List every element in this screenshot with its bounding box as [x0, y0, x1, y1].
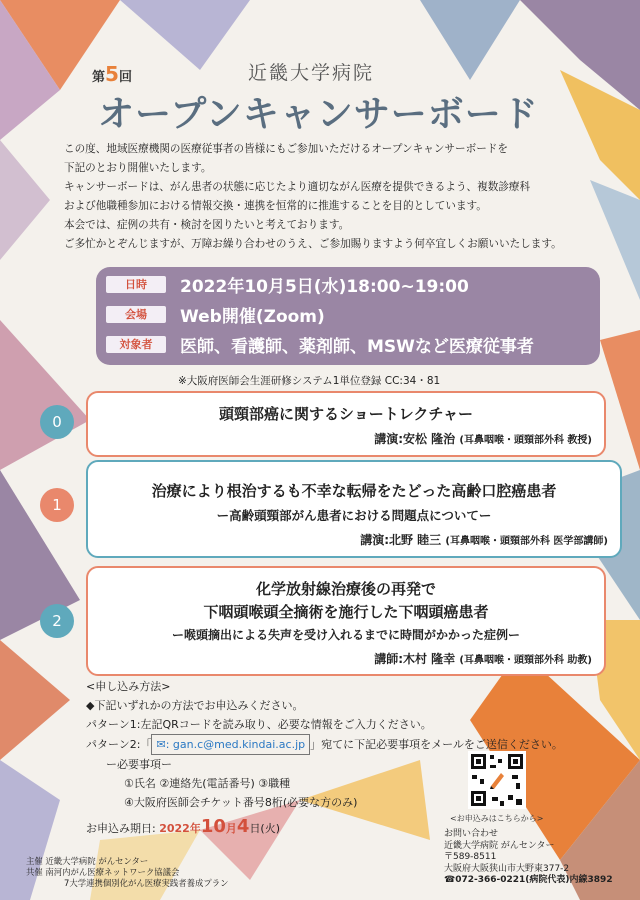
lecture-number-badge: 0	[40, 405, 74, 439]
qr-code[interactable]	[468, 751, 526, 809]
info-tag-audience: 対象者	[106, 336, 166, 353]
intro-text	[64, 140, 604, 254]
info-value-datetime: 2022年10月5日(水)18:00~19:00	[180, 277, 469, 297]
lecture-speaker: 講演:安松 隆治 (耳鼻咽喉・頭頸部外科 教授)	[374, 432, 592, 446]
info-tag-venue: 会場	[106, 306, 166, 323]
apply-line: ◆下記いずれかの方法でお申込みください。	[86, 699, 304, 712]
contact-org: 近畿大学病院 がんセンター	[444, 840, 555, 851]
intro-line: この度、地域医療機関の医療従事者の皆様にもご参加いただけるオープンキャンサーボードを	[64, 143, 508, 155]
lecture-title: 化学放射線治療後の再発で	[255, 580, 436, 598]
organizer-line: 主催 近畿大学病院 がんセンター	[26, 856, 149, 866]
apply-pattern-2: パターン2:「 ✉: gan.c@med.kindai.ac.jp 」宛てに下記必要事項をメールをご送信ください。	[86, 734, 563, 755]
organizer-line: 7大学連携個別化がん医療実践者養成プラン	[64, 878, 229, 888]
required-items: ④大阪府医師会チケット番号8桁(必要な方のみ)	[124, 796, 358, 809]
lecture-subtitle: ー高齢頭頸部がん患者における問題点についてー	[216, 508, 492, 523]
lecture-title: 下咽頭喉頭全摘術を施行した下咽頭癌患者	[203, 603, 489, 621]
intro-line: 本会では、症例の共有・検討を図りたいと考えております。	[64, 219, 350, 231]
lecture-subtitle: ー喉頭摘出による失声を受け入れるまでに時間がかかった症例ー	[171, 628, 520, 642]
hospital-name: 近畿大学病院	[248, 62, 375, 84]
contact-address: 大阪府大阪狭山市大野東377-2	[444, 863, 570, 874]
lecture-card	[86, 460, 622, 558]
lecture-number-badge: 2	[40, 604, 74, 638]
contact-postal: 〒589-8511	[444, 852, 497, 862]
intro-line: キャンサーボードは、がん患者の状態に応じたより適切ながん医療を提供できるよう、複数診療科	[64, 181, 531, 193]
lecture-speaker: 講演:北野 睦三 (耳鼻咽喉・頭頸部外科 医学部講師)	[360, 533, 608, 547]
lecture-title: 頭頸部癌に関するショートレクチャー	[219, 405, 473, 423]
deadline: お申込み期日: 2022年10月4日(火)	[86, 816, 281, 837]
info-tag-datetime: 日時	[106, 276, 166, 293]
lecture-speaker: 講師:木村 隆幸 (耳鼻咽喉・頭頸部外科 助教)	[374, 652, 592, 666]
intro-line: および他職種参加における情報交換・連携を恒常的に推進することを目的としています。	[64, 200, 487, 212]
edition-label: 第5回	[92, 62, 132, 86]
lecture-card	[86, 566, 606, 676]
contact-info	[444, 829, 613, 887]
lecture-title: 治療により根治するも不幸な転帰をたどった高齢口腔癌患者	[151, 482, 557, 500]
organizers	[26, 856, 228, 889]
required-items: ①氏名 ②連絡先(電話番号) ③職種	[124, 777, 291, 790]
email-link[interactable]: ✉: gan.c@med.kindai.ac.jp	[151, 734, 310, 755]
required-heading: ー必要事項ー	[106, 758, 172, 771]
lecture-number-badge: 1	[40, 488, 74, 522]
lecture-card	[86, 391, 606, 457]
info-value-venue: Web開催(Zoom)	[180, 307, 325, 327]
contact-heading: お問い合わせ	[444, 829, 499, 839]
intro-line: 下記のとおり開催いたします。	[64, 162, 212, 174]
qr-caption: <お申込みはこちらから>	[450, 814, 544, 823]
contact-phone: ☎072-366-0221(病院代表)内線3892	[444, 875, 613, 885]
info-value-audience: 医師、看護師、薬剤師、MSWなど医療従事者	[180, 337, 534, 357]
apply-heading: <申し込み方法>	[86, 680, 171, 693]
apply-pattern-1: パターン1:左記QRコードを読み取り、必要な情報をご入力ください。	[86, 718, 432, 731]
intro-line: ご多忙かとぞんじますが、万障お繰り合わせのうえ、ご参加賜りますよう何卒宜しくお願いいたします。	[64, 238, 562, 250]
page-title: オープンキャンサーボード	[98, 94, 539, 135]
credit-note: ※大阪府医師会生涯研修システム1単位登録 CC:34・81	[178, 375, 441, 387]
organizer-line: 共催 南河内がん医療ネットワーク協議会	[26, 867, 180, 877]
